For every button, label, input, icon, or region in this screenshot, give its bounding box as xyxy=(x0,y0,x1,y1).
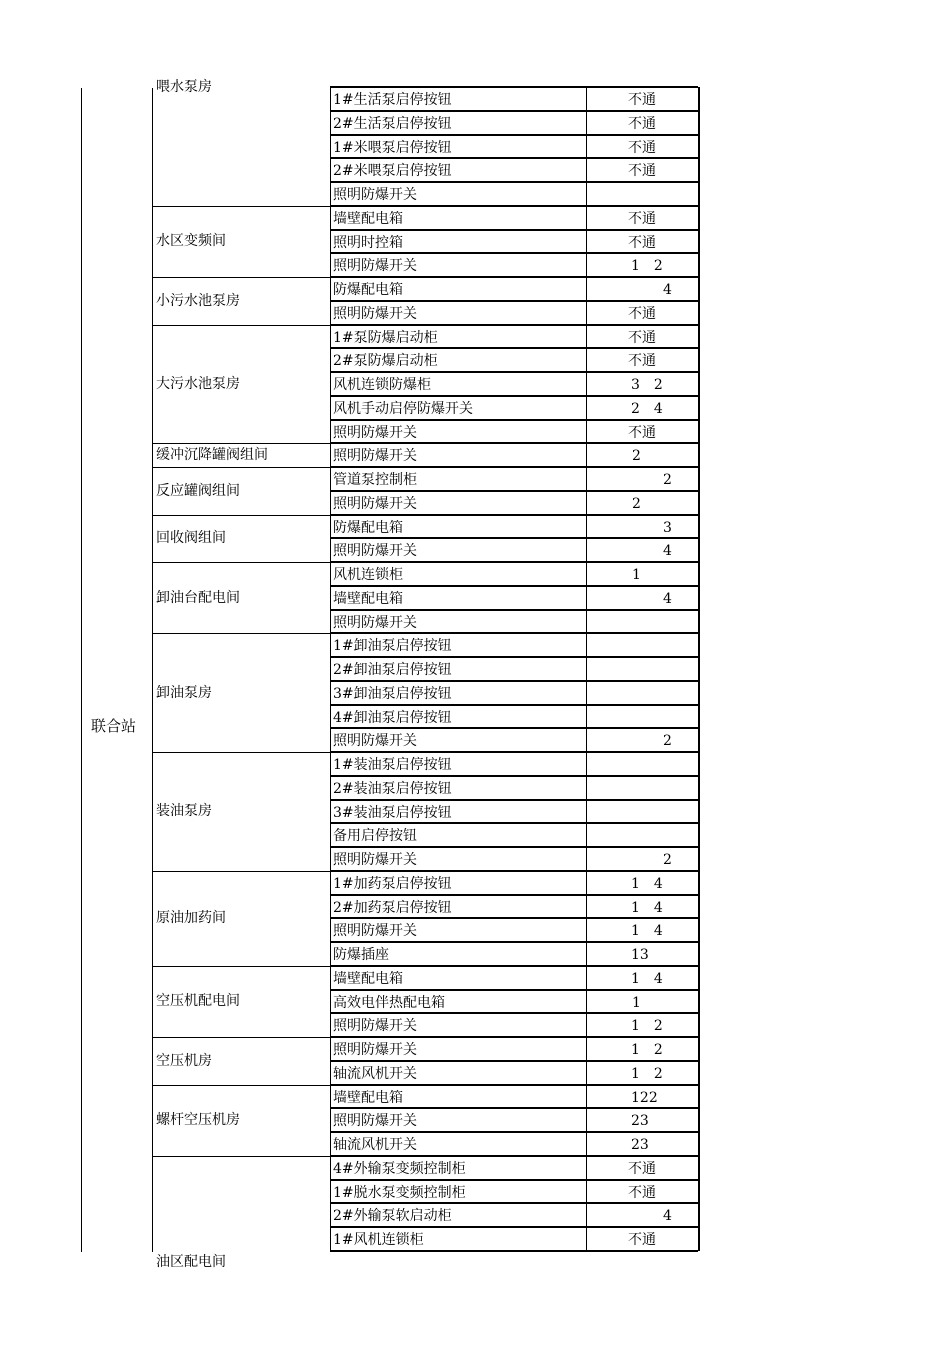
row-line xyxy=(330,537,698,539)
item-value: 1 4 xyxy=(631,970,663,987)
group-separator xyxy=(152,277,330,278)
row-line xyxy=(330,870,698,872)
row-line xyxy=(330,1107,698,1109)
row-line xyxy=(330,252,698,254)
item-value: 不通 xyxy=(628,234,656,251)
row-line xyxy=(330,466,698,468)
group-separator xyxy=(152,871,330,872)
item-name: 2#加药泵启停按钮 xyxy=(333,899,452,916)
group-separator xyxy=(152,467,330,468)
item-name: 风机手动启停防爆开关 xyxy=(333,400,473,417)
item-name: 防爆配电箱 xyxy=(333,519,403,536)
item-name: 墙壁配电箱 xyxy=(333,970,403,987)
row-line xyxy=(330,1179,698,1181)
item-name: 1#米喂泵启停按钮 xyxy=(333,139,452,156)
row-line xyxy=(330,86,698,88)
item-name: 2#生活泵启停按钮 xyxy=(333,115,452,132)
group-label: 水区变频间 xyxy=(156,233,226,250)
item-name: 1#生活泵启停按钮 xyxy=(333,92,452,108)
row-line xyxy=(330,609,698,611)
row-line xyxy=(330,989,698,991)
item-name: 照明防爆开关 xyxy=(333,258,417,275)
group-label: 反应罐阀组间 xyxy=(156,482,240,499)
row-line xyxy=(330,727,698,729)
item-name: 轴流风机开关 xyxy=(333,1137,417,1153)
item-value: 2 xyxy=(663,733,672,750)
row-line xyxy=(330,110,698,112)
row-line xyxy=(330,775,698,777)
group-label: 卸油台配电间 xyxy=(156,589,240,606)
row-line xyxy=(330,965,698,967)
row-line xyxy=(330,561,698,563)
row-line xyxy=(330,134,698,136)
row-line xyxy=(330,300,698,302)
row-line xyxy=(330,1036,698,1038)
item-name: 防爆配电箱 xyxy=(333,282,403,298)
item-name: 照明防爆开关 xyxy=(333,1018,417,1035)
row-line xyxy=(330,941,698,943)
item-value: 1 2 xyxy=(631,1042,663,1058)
item-name: 照明防爆开关 xyxy=(333,424,417,441)
group-separator xyxy=(152,562,330,563)
item-name: 照明防爆开关 xyxy=(333,852,417,868)
row-line xyxy=(330,680,698,682)
item-value: 不通 xyxy=(628,424,656,441)
row-line xyxy=(330,1202,698,1204)
item-value: 2 xyxy=(632,495,641,512)
item-value: 不通 xyxy=(628,163,656,180)
row-line xyxy=(330,751,698,753)
item-name: 2#泵防爆启动柜 xyxy=(333,353,438,370)
group-separator xyxy=(152,752,330,753)
item-name: 4#外输泵变频控制柜 xyxy=(333,1160,466,1177)
group-separator xyxy=(152,325,330,326)
group-label: 装油泵房 xyxy=(156,803,212,820)
group-separator xyxy=(152,966,330,967)
group-label: 大污水池泵房 xyxy=(156,375,240,392)
group-label: 缓冲沉降罐阀组间 xyxy=(156,447,268,464)
row-line xyxy=(330,1131,698,1133)
item-name: 1#泵防爆启动柜 xyxy=(333,329,438,346)
row-line xyxy=(330,1226,698,1228)
group-separator xyxy=(152,633,330,634)
group-separator xyxy=(152,1156,330,1157)
item-value: 122 xyxy=(631,1089,658,1106)
item-name: 风机连锁防爆柜 xyxy=(333,377,431,393)
group-label: 空压机房 xyxy=(156,1052,212,1069)
item-value: 不通 xyxy=(628,115,656,132)
group-separator xyxy=(152,206,330,207)
item-name: 墙壁配电箱 xyxy=(333,1089,403,1106)
item-value: 4 xyxy=(663,543,672,560)
value-column-border xyxy=(586,87,587,1251)
item-value: 不通 xyxy=(628,92,656,108)
item-name: 管道泵控制柜 xyxy=(333,472,417,488)
item-value: 4 xyxy=(663,282,672,298)
group-label: 螺杆空压机房 xyxy=(156,1112,240,1129)
item-name: 照明防爆开关 xyxy=(333,733,417,750)
row-line xyxy=(330,1084,698,1086)
item-value: 2 xyxy=(632,448,641,465)
item-name: 防爆插座 xyxy=(333,947,389,963)
row-line xyxy=(330,846,698,848)
group-label: 回收阀组间 xyxy=(156,530,226,547)
row-line xyxy=(330,1060,698,1062)
row-line xyxy=(330,799,698,801)
item-value: 1 4 xyxy=(631,899,663,916)
row-line xyxy=(330,276,698,278)
row-line xyxy=(330,205,698,207)
item-value: 4 xyxy=(663,590,672,607)
item-name: 1#装油泵启停按钮 xyxy=(333,757,452,773)
outer-left-border xyxy=(81,88,82,1252)
row-line xyxy=(330,656,698,658)
row-line xyxy=(330,514,698,516)
item-name: 4#卸油泵启停按钮 xyxy=(333,709,452,726)
item-value: 2 xyxy=(663,852,672,868)
item-name: 2#米喂泵启停按钮 xyxy=(333,163,452,180)
row-line xyxy=(330,395,698,397)
item-name: 照明防爆开关 xyxy=(333,1042,417,1058)
item-value: 1 4 xyxy=(631,875,663,892)
item-name: 照明防爆开关 xyxy=(333,614,417,631)
row-line xyxy=(330,419,698,421)
item-value: 不通 xyxy=(628,305,656,322)
group-label: 原油加药间 xyxy=(156,910,226,927)
item-value: 不通 xyxy=(628,1232,656,1248)
group-separator xyxy=(152,515,330,516)
item-value: 1 xyxy=(632,994,641,1011)
row-line xyxy=(330,1012,698,1014)
row-line xyxy=(330,442,698,444)
item-name: 2#卸油泵启停按钮 xyxy=(333,662,452,678)
row-line xyxy=(330,347,698,349)
item-name: 风机连锁柜 xyxy=(333,567,403,583)
item-name: 3#卸油泵启停按钮 xyxy=(333,685,452,702)
row-line xyxy=(330,1155,698,1157)
item-value: 3 2 xyxy=(631,377,663,393)
row-line xyxy=(330,585,698,587)
item-name: 高效电伴热配电箱 xyxy=(333,994,445,1011)
item-value: 23 xyxy=(631,1137,649,1153)
group-label: 卸油泵房 xyxy=(156,684,212,701)
item-value: 23 xyxy=(631,1113,649,1130)
item-value: 1 2 xyxy=(631,1018,663,1035)
item-name: 照明防爆开关 xyxy=(333,305,417,322)
item-name: 备用启停按钮 xyxy=(333,828,417,845)
item-value: 不通 xyxy=(628,1184,656,1201)
item-value: 1 4 xyxy=(631,923,663,940)
item-name: 2#装油泵启停按钮 xyxy=(333,780,452,797)
row-line xyxy=(330,371,698,373)
item-value: 4 xyxy=(663,1208,672,1225)
item-name: 墙壁配电箱 xyxy=(333,210,403,227)
item-name: 轴流风机开关 xyxy=(333,1065,417,1082)
item-name: 1#脱水泵变频控制柜 xyxy=(333,1184,466,1201)
item-name: 照明防爆开关 xyxy=(333,923,417,940)
station-column-border xyxy=(152,88,153,1252)
item-value: 不通 xyxy=(628,1160,656,1177)
item-value: 1 2 xyxy=(631,258,663,275)
table-bottom-line xyxy=(330,1250,698,1252)
row-line xyxy=(330,917,698,919)
group-separator xyxy=(152,443,330,444)
item-value: 不通 xyxy=(628,210,656,227)
row-line xyxy=(330,490,698,492)
row-line xyxy=(330,324,698,326)
item-name: 照明时控箱 xyxy=(333,234,403,251)
group-label: 喂水泵房 xyxy=(156,79,212,95)
item-column-border xyxy=(330,87,331,1251)
item-name: 照明防爆开关 xyxy=(333,187,417,203)
group-label: 空压机配电间 xyxy=(156,993,240,1010)
item-name: 1#加药泵启停按钮 xyxy=(333,875,452,892)
table-right-border xyxy=(698,87,700,1251)
item-value: 不通 xyxy=(628,139,656,156)
group-separator xyxy=(152,1037,330,1038)
item-name: 1#卸油泵启停按钮 xyxy=(333,638,452,655)
item-name: 照明防爆开关 xyxy=(333,543,417,560)
row-line xyxy=(330,229,698,231)
row-line xyxy=(330,632,698,634)
group-separator xyxy=(152,1085,330,1086)
row-line xyxy=(330,704,698,706)
station-label: 联合站 xyxy=(91,717,137,735)
item-value: 3 xyxy=(663,519,672,536)
row-line xyxy=(330,181,698,183)
row-line xyxy=(330,822,698,824)
item-name: 2#外输泵软启动柜 xyxy=(333,1208,452,1225)
group-label: 小污水池泵房 xyxy=(156,292,240,309)
item-value: 2 4 xyxy=(631,400,663,417)
item-value: 13 xyxy=(631,947,649,963)
item-name: 照明防爆开关 xyxy=(333,1113,417,1130)
item-value: 2 xyxy=(663,472,672,488)
item-value: 不通 xyxy=(628,329,656,346)
row-line xyxy=(330,157,698,159)
item-name: 3#装油泵启停按钮 xyxy=(333,804,452,821)
item-name: 1#风机连锁柜 xyxy=(333,1232,424,1248)
item-name: 墙壁配电箱 xyxy=(333,590,403,607)
item-value: 1 xyxy=(632,567,641,583)
item-name: 照明防爆开关 xyxy=(333,495,417,512)
item-name: 照明防爆开关 xyxy=(333,448,417,465)
item-value: 1 2 xyxy=(631,1065,663,1082)
row-line xyxy=(330,894,698,896)
group-label: 油区配电间 xyxy=(156,1253,226,1270)
item-value: 不通 xyxy=(628,353,656,370)
